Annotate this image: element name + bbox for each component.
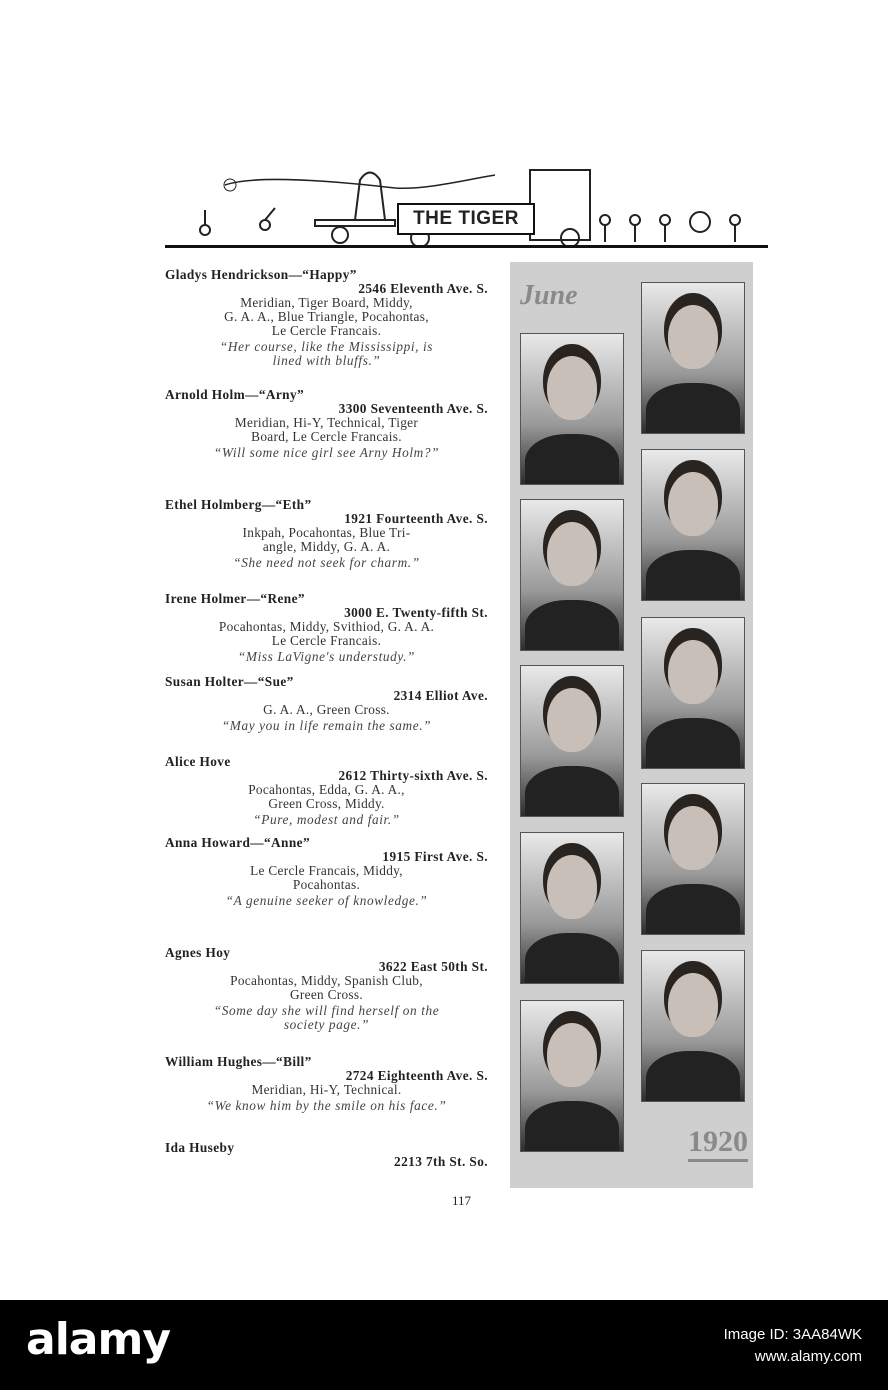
year-label: 1920 xyxy=(688,1125,748,1162)
image-id: Image ID: 3AA84WK xyxy=(723,1326,862,1343)
student-activities: Meridian, Tiger Board, Middy, xyxy=(240,295,413,310)
student-name: Ethel Holmberg—“Eth” xyxy=(165,497,312,512)
portrait-head xyxy=(547,522,597,586)
student-entry xyxy=(165,498,488,570)
student-activities: Pocahontas. xyxy=(292,877,361,892)
student-activities: Pocahontas, Middy, Spanish Club, xyxy=(230,973,423,988)
student-name: Susan Holter—“Sue” xyxy=(165,674,294,689)
student-activities: Le Cercle Francais, Middy, xyxy=(250,863,403,878)
student-quote: “Miss LaVigne's understudy.” xyxy=(237,649,416,664)
student-name: Ida Huseby xyxy=(165,1140,235,1155)
student-quote: “Her course, like the Mississippi, is xyxy=(219,339,434,354)
student-name: Irene Holmer—“Rene” xyxy=(165,591,305,606)
student-address: 3622 East 50th St. xyxy=(378,959,488,974)
student-quote: “She need not seek for charm.” xyxy=(233,555,420,570)
student-portrait-photo xyxy=(641,617,745,769)
page-header-banner xyxy=(165,150,768,250)
portrait-head xyxy=(668,806,718,870)
student-entry xyxy=(165,1141,488,1169)
portrait-head xyxy=(668,640,718,704)
student-portrait-photo xyxy=(641,282,745,434)
portrait-body xyxy=(646,1051,740,1102)
page-number: 117 xyxy=(452,1193,472,1208)
student-name: Anna Howard—“Anne” xyxy=(165,835,310,850)
student-quote: lined with bluffs.” xyxy=(272,353,381,368)
portrait-head xyxy=(668,472,718,536)
portrait-body xyxy=(525,600,619,651)
student-entry xyxy=(165,675,488,733)
student-portrait-photo xyxy=(520,665,624,817)
student-portrait-photo xyxy=(641,783,745,935)
portrait-head xyxy=(547,1023,597,1087)
student-name: Gladys Hendrickson—“Happy” xyxy=(165,267,357,282)
watermark-info xyxy=(724,1324,862,1368)
portrait-body xyxy=(646,718,740,769)
header-rule xyxy=(165,245,768,248)
student-entry xyxy=(165,755,488,827)
student-portrait-photo xyxy=(641,950,745,1102)
portrait-body xyxy=(525,1101,619,1152)
student-portrait-photo xyxy=(520,1000,624,1152)
watermark-logo: alamy xyxy=(26,1314,170,1365)
student-activities: Board, Le Cercle Francais. xyxy=(251,429,402,444)
photo-panel xyxy=(510,262,753,1188)
portrait-head xyxy=(668,305,718,369)
portrait-body xyxy=(525,434,619,485)
student-activities: Le Cercle Francais. xyxy=(271,323,382,338)
portrait-head xyxy=(547,855,597,919)
student-address: 2213 7th St. So. xyxy=(394,1154,488,1169)
student-portrait-photo xyxy=(520,832,624,984)
student-name: Agnes Hoy xyxy=(165,945,231,960)
student-address: 1921 Fourteenth Ave. S. xyxy=(344,511,488,526)
portrait-body xyxy=(525,766,619,817)
month-label: June xyxy=(520,280,578,311)
portrait-body xyxy=(646,550,740,601)
student-portrait-photo xyxy=(641,449,745,601)
student-address: 2546 Eleventh Ave. S. xyxy=(358,281,488,296)
student-quote: society page.” xyxy=(283,1017,370,1032)
student-entry xyxy=(165,388,488,460)
portrait-head xyxy=(547,688,597,752)
student-activities: Green Cross. xyxy=(289,987,364,1002)
watermark-bar xyxy=(0,1300,888,1390)
student-entry xyxy=(165,268,488,368)
portrait-head xyxy=(668,973,718,1037)
student-activities: Pocahontas, Edda, G. A. A., xyxy=(248,782,405,797)
student-portrait-photo xyxy=(520,333,624,485)
student-address: 3000 E. Twenty-fifth St. xyxy=(344,605,488,620)
student-entry xyxy=(165,1055,488,1113)
student-activities: Inkpah, Pocahontas, Blue Tri- xyxy=(242,525,411,540)
student-activities: G. A. A., Blue Triangle, Pocahontas, xyxy=(224,309,429,324)
student-name: Arnold Holm—“Arny” xyxy=(165,387,305,402)
portrait-body xyxy=(646,884,740,935)
student-address: 3300 Seventeenth Ave. S. xyxy=(338,401,488,416)
student-activities: Meridian, Hi-Y, Technical, Tiger xyxy=(234,415,419,430)
portrait-head xyxy=(547,356,597,420)
banner-title: THE TIGER xyxy=(397,203,535,235)
student-name: William Hughes—“Bill” xyxy=(165,1054,312,1069)
student-address: 2724 Eighteenth Ave. S. xyxy=(345,1068,488,1083)
portrait-body xyxy=(646,383,740,434)
student-quote: “A genuine seeker of knowledge.” xyxy=(225,893,428,908)
student-activities: G. A. A., Green Cross. xyxy=(263,702,390,717)
student-activities: Le Cercle Francais. xyxy=(271,633,382,648)
student-portrait-photo xyxy=(520,499,624,651)
student-name: Alice Hove xyxy=(165,754,231,769)
student-quote: “May you in life remain the same.” xyxy=(221,718,432,733)
student-activities: angle, Middy, G. A. A. xyxy=(262,539,391,554)
student-activities: Meridian, Hi-Y, Technical. xyxy=(251,1082,402,1097)
student-entry xyxy=(165,592,488,664)
student-entry xyxy=(165,946,488,1032)
student-address: 1915 First Ave. S. xyxy=(382,849,488,864)
student-activities: Pocahontas, Middy, Svithiod, G. A. A. xyxy=(218,619,435,634)
student-address: 2612 Thirty-sixth Ave. S. xyxy=(338,768,488,783)
student-quote: “We know him by the smile on his face.” xyxy=(206,1098,447,1113)
student-quote: “Will some nice girl see Arny Holm?” xyxy=(213,445,440,460)
portrait-body xyxy=(525,933,619,984)
student-address: 2314 Elliot Ave. xyxy=(393,688,488,703)
watermark-url: www.alamy.com xyxy=(754,1348,862,1365)
student-quote: “Some day she will find herself on the xyxy=(213,1003,440,1018)
student-quote: “Pure, modest and fair.” xyxy=(253,812,400,827)
student-activities: Green Cross, Middy. xyxy=(268,796,385,811)
student-entry xyxy=(165,836,488,908)
